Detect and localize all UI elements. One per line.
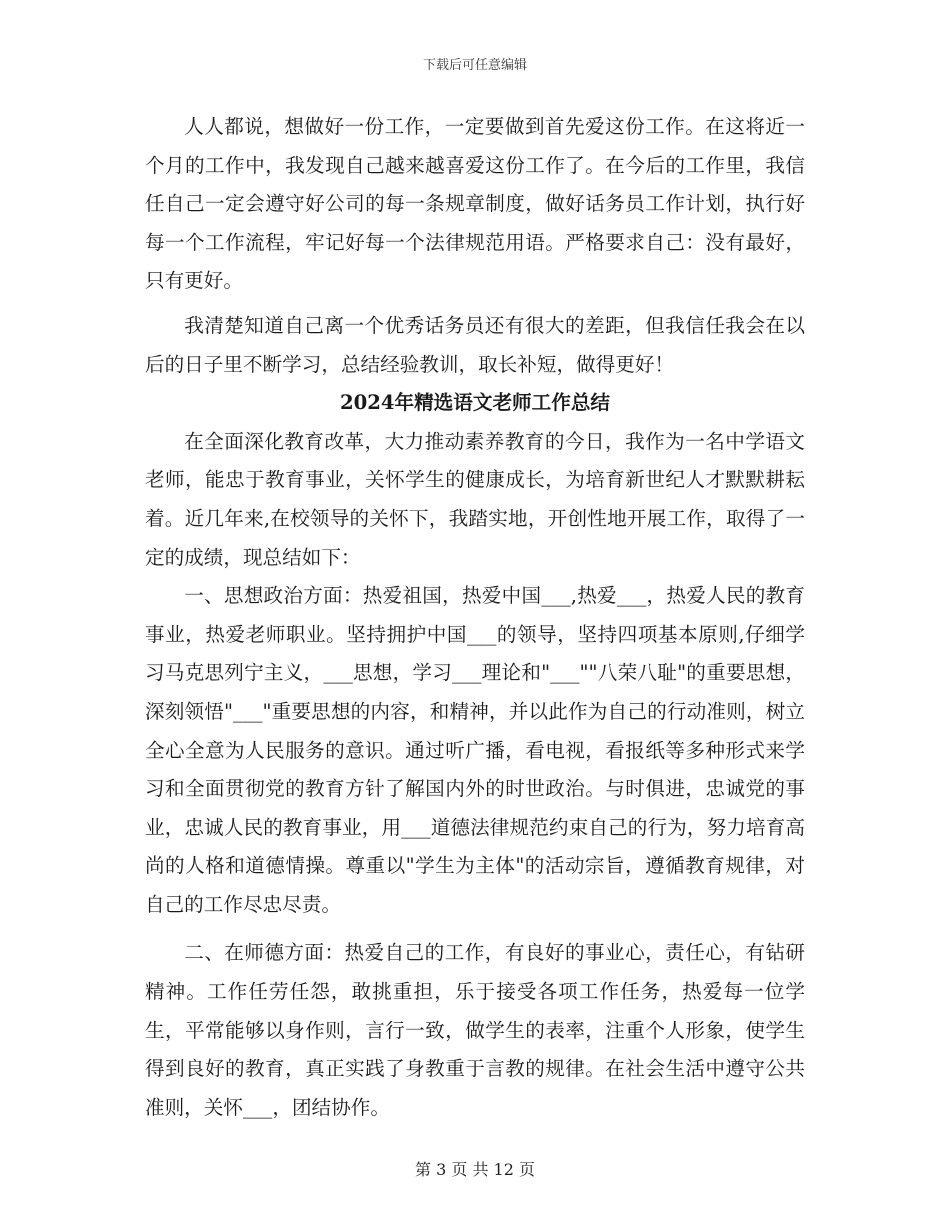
paragraph-self-improvement: 我清楚知道自己离一个优秀话务员还有很大的差距，但我信任我会在以后的日子里不断学习，总结经验教训，取长补短，做得更好！ [145, 313, 805, 376]
paragraph-introduction: 在全面深化教育改革，大力推动素养教育的今日，我作为一名中学语文老师，能忠于教育事业，关怀学生的健康成长，为培育新世纪人才默默耕耘着。近几年来,在校领导的关怀下，我踏实地，开创性地开展工作，取得了一定的成绩，现总结如下： [145, 429, 805, 569]
paragraph-political-thought: 一、思想政治方面：热爱祖国，热爱中国___,热爱___，热爱人民的教育事业，热爱老师职业。坚持拥护中国___的领导，坚持四项基本原则,仔细学习马克思列宁主义，___思想，学习___理论和"___""八荣八耻"的重要思想，深刻领悟"___"重要思想的内容，和精神，并以此作为自己的行动准则，树立全心全意为人民服务的意识。通过听广播，看电视，看报纸等多种形式来学习和全面贯彻党的教育方针了解国内外的时世政治。与时俱进，忠诚党的事业，忠诚人民的教育事业，用___道德法律规范约束自己的行为，努力培育高尚的人格和道德情操。尊重以"学生为主体"的活动宗旨，遵循教育规律，对自己的工作尽忠尽责。 [145, 584, 805, 916]
paragraph-work-attitude: 人人都说，想做好一份工作，一定要做到首先爱这份工作。在这将近一个月的工作中，我发现自己越来越喜爱这份工作了。在今后的工作里，我信任自己一定会遵守好公司的每一条规章制度，做好话务员工作计划，执行好每一个工作流程，牢记好每一个法律规范用语。严格要求自己：没有最好，只有更好。 [145, 115, 805, 293]
paragraph-teacher-ethics: 二、在师德方面：热爱自己的工作，有良好的事业心，责任心，有钻研精神。工作任劳任怨，敢挑重担，乐于接受各项工作任务，热爱每一位学生，平常能够以身作则，言行一致，做学生的表率，注重个人形象，使学生得到良好的教育，真正实践了身教重于言教的规律。在社会生活中遵守公共准则，关怀___，团结协作。 [145, 941, 805, 1119]
page-header-note: 下载后可任意编辑 [422, 58, 527, 73]
page-number: 第 3 页 共 12 页 [415, 1160, 535, 1179]
document-body [145, 108, 805, 1127]
section-title: 2024年精选语文老师工作总结 [339, 391, 611, 415]
